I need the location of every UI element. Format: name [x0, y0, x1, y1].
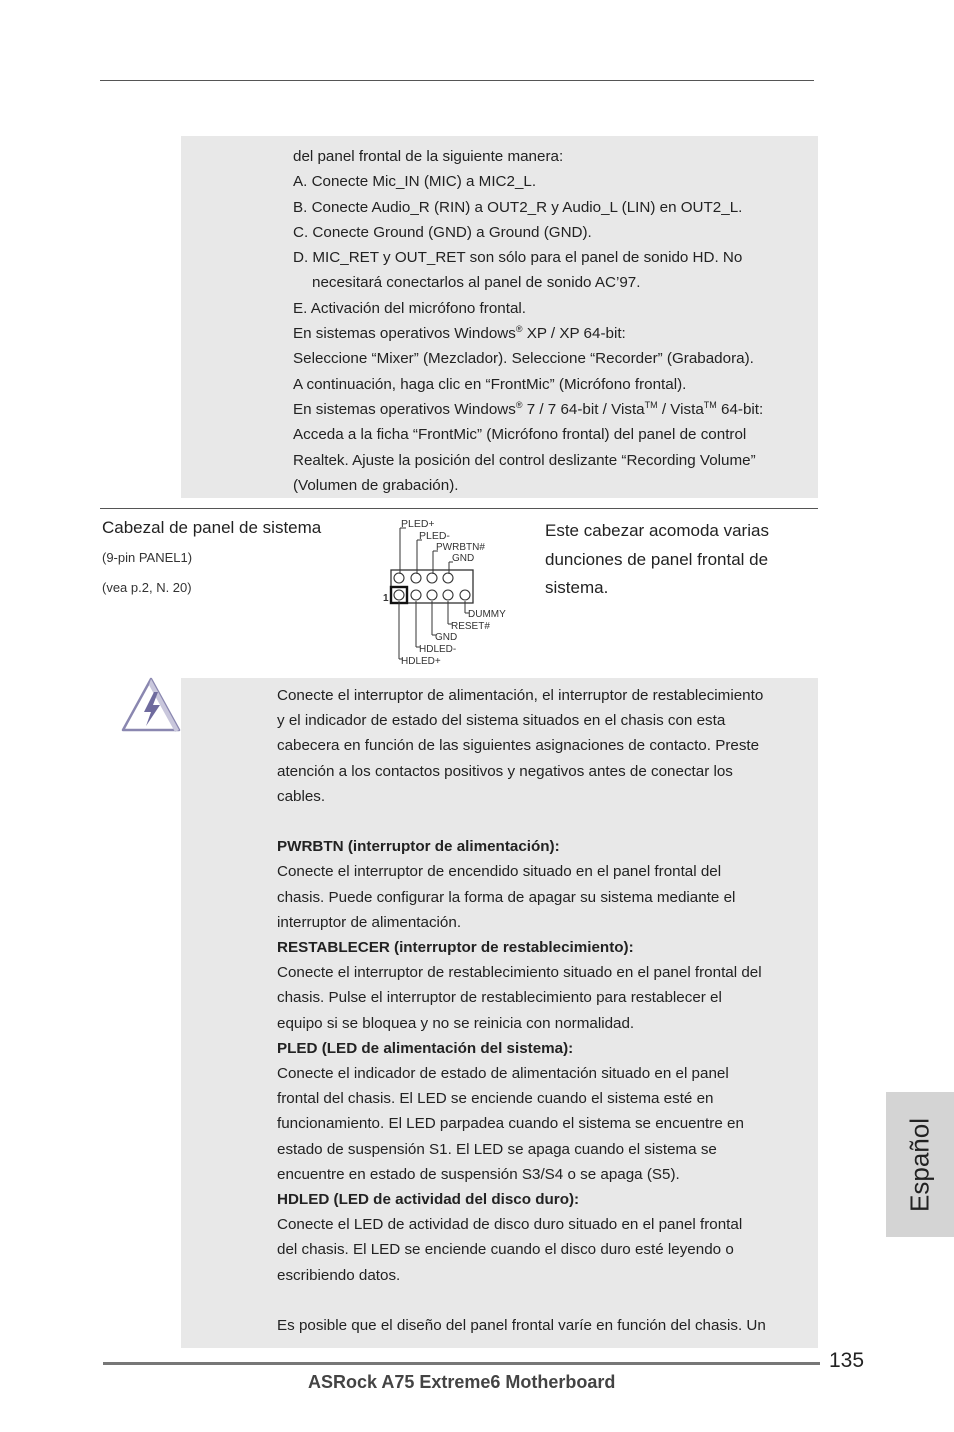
win7-line-4: (Volumen de grabación).: [293, 476, 459, 494]
xp-line-2: Seleccione “Mixer” (Mezclador). Seleccione “Recorder” (Grabadora).: [293, 350, 754, 368]
notes-intro-line: atención a los contactos positivos y negativos antes de conectar los: [277, 762, 733, 780]
win7-line-3: Realtek. Ajuste la posición del control deslizante “Recording Volume”: [293, 451, 756, 469]
xp-line: En sistemas operativos Windows® XP / XP 64-bit:: [293, 324, 626, 343]
spacer: [277, 809, 822, 834]
reset-heading: RESTABLECER (interruptor de restablecimiento):: [277, 939, 634, 957]
section-rule: [100, 508, 818, 509]
pwrbtn-line: interruptor de alimentación.: [277, 913, 462, 931]
pled-line: Conecte el indicador de estado de alimentación situado en el panel: [277, 1065, 729, 1083]
notes-intro-line: Conecte el interruptor de alimentación, el interruptor de restablecimiento: [277, 687, 764, 704]
reset-line: Conecte el interruptor de restablecimiento situado en el panel frontal del: [277, 964, 762, 982]
top-rule: [100, 80, 814, 81]
footer-rule: [103, 1362, 820, 1365]
pin-label-hdled-plus: HDLED+: [401, 656, 441, 667]
hdled-line: escribiendo datos.: [277, 1266, 401, 1284]
pled-line: frontal del chasis. El LED se enciende cuando el sistema esté en: [277, 1090, 714, 1108]
hdled-line: del chasis. El LED se enciende cuando el disco duro esté leyendo o: [277, 1241, 734, 1259]
header-reference: (vea p.2, N. 20): [102, 580, 192, 595]
pin-label-reset: RESET#: [451, 621, 490, 632]
pled-line: estado de suspensión S1. El LED se apaga cuando el sistema se: [277, 1140, 717, 1158]
footer-product: ASRock A75 Extreme6 Motherboard: [308, 1372, 616, 1392]
hdled-line: Conecte el LED de actividad de disco duro situado en el panel frontal: [277, 1216, 743, 1234]
pwrbtn-line: chasis. Puede configurar la forma de apagar su sistema mediante el: [277, 888, 736, 906]
win7-line: En sistemas operativos Windows® 7 / 7 64-bit / Vista™ / Vista™ 64-bit:: [293, 399, 764, 418]
language-side-tab: [886, 1092, 954, 1237]
pin-label-pwrbtn: PWRBTN#: [436, 542, 485, 553]
audio-step-b: B. Conecte Audio_R (RIN) a OUT2_R y Audio_L (LIN) en OUT2_L.: [293, 198, 743, 216]
notes-intro-line: cables.: [277, 787, 326, 805]
panel-pin-diagram: [380, 512, 520, 667]
warning-lightning-icon: [120, 676, 182, 734]
pin-label-dummy: DUMMY: [468, 609, 506, 620]
spacer: [277, 1288, 822, 1313]
audio-step-d-cont: necesitará conectarlos al panel de sonido AC’97.: [312, 274, 641, 292]
header-description: Este cabezar acomoda varias dunciones de panel frontal de sistema.: [545, 521, 769, 597]
hdled-heading: HDLED (LED de actividad del disco duro):: [277, 1191, 580, 1209]
page-number: 135: [829, 1349, 865, 1372]
final-note-line: Es posible que el diseño del panel frontal varíe en función del chasis. Un: [277, 1317, 766, 1335]
audio-step-c: C. Conecte Ground (GND) a Ground (GND).: [293, 223, 592, 241]
audio-instructions: [293, 144, 818, 498]
pin-one-marker: 1: [383, 593, 389, 604]
header-title: Cabezal de panel de sistema: [102, 518, 322, 537]
pin-label-pled-minus: PLED-: [419, 530, 450, 542]
pin-label-gnd-top: GND: [452, 553, 475, 564]
reset-line: equipo si se bloquea y no se reinicia con normalidad.: [277, 1014, 635, 1032]
win7-line-2: Acceda a la ficha “FrontMic” (Micrófono frontal) del panel de control: [293, 426, 747, 444]
pled-line: funcionamiento. El LED parpadea cuando el sistema se encuentre en: [277, 1115, 744, 1133]
language-side-tab-label: Español: [904, 1117, 935, 1212]
pled-heading: PLED (LED de alimentación del sistema):: [277, 1039, 574, 1057]
pin-label-gnd-bottom: GND: [435, 632, 458, 643]
audio-step-d: D. MIC_RET y OUT_RET son sólo para el panel de sonido HD. No: [293, 249, 743, 267]
audio-step-a: A. Conecte Mic_IN (MIC) a MIC2_L.: [293, 173, 537, 191]
pwrbtn-heading: PWRBTN (interruptor de alimentación):: [277, 838, 560, 856]
notes-intro-line: cabecera en función de las siguientes asignaciones de contacto. Preste: [277, 737, 760, 755]
xp-line-3: A continuación, haga clic en “FrontMic” (Micrófono frontal).: [293, 375, 687, 393]
audio-step-e: E. Activación del micrófono frontal.: [293, 299, 526, 317]
audio-intro: del panel frontal de la siguiente manera:: [293, 148, 564, 165]
header-pin-label: (9-pin PANEL1): [102, 550, 193, 565]
notes-intro-line: y el indicador de estado del sistema situados en el chasis con esta: [277, 712, 726, 730]
reset-line: chasis. Pulse el interruptor de restablecimiento para restablecer el: [277, 989, 722, 1007]
pled-line: encuentre en estado de suspensión S3/S4 o se apaga (S5).: [277, 1165, 680, 1183]
pwrbtn-line: Conecte el interruptor de encendido situado en el panel frontal del: [277, 863, 722, 881]
pin-label-hdled-minus: HDLED-: [419, 644, 457, 655]
pin-label-pled-plus: PLED+: [401, 518, 435, 530]
notes-text: [277, 683, 822, 1338]
